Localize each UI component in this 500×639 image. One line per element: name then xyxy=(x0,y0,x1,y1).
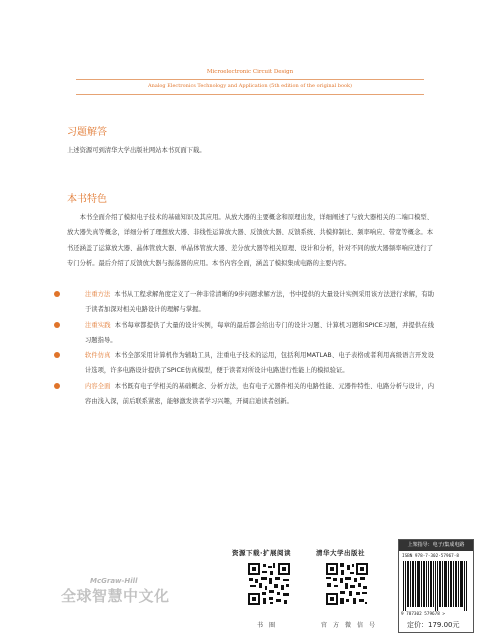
feature-keyword: 注重方法 xyxy=(85,291,111,298)
feature-text: 本书每章都提供了大量的设计实例，每章的最后都会给出专门的设计习题、计算机习题和SPICE习题，并提供在线习题指导。 xyxy=(85,321,435,344)
barcode-number: 9 787302 579678 > xyxy=(401,612,445,617)
isbn-text: ISBN 978-7-302-57967-8 xyxy=(402,554,459,559)
qr2-caption: 官方微信号 xyxy=(321,622,382,629)
bullet-dot-icon xyxy=(54,291,60,297)
feature-text: 本书从工程求解角度定义了一种非常清晰的9步问题求解方法，书中提供的大量设计实例采用该方法进行求解，有助于读者加深对相关电路设计的理解与掌握。 xyxy=(85,291,434,314)
wechat-qr-code-icon[interactable] xyxy=(325,562,369,606)
feature-item xyxy=(54,287,434,318)
bullet-dot-icon xyxy=(54,352,60,358)
feature-keyword: 注重实践 xyxy=(85,321,111,329)
qr2-label: 清华大学出版社 xyxy=(316,549,365,557)
bullet-dot-icon xyxy=(54,383,60,389)
shelving-category: 上架指导：电子/集成电路 xyxy=(399,540,473,551)
feature-keyword: 软件仿真 xyxy=(85,352,111,360)
features-paragraph: 本书全面介绍了模拟电子技术的基础知识及其应用。从放大器的主要概念和原理出发，详细阐述了与放大器相关的二端口模型、放大器失真等概念，详细分析了理想放大器、非线性运算放大器、反馈放大器、反馈系统、共模抑制比、频率响应、带宽等概念。本书还涵盖了运算放大器、晶体管放大器、单晶体管放大器、差分放大器等相关原理、设计和分析，针对不同的放大器频率响应进行了专门分析。最后介绍了反馈放大器与振荡器的应用。本书内容全面，涵盖了模拟集成电路的主要内容。 xyxy=(67,214,433,267)
barcode-panel xyxy=(398,539,474,633)
exercises-heading: 习题解答 xyxy=(67,127,107,138)
feature-text: 本书既有电子学相关的基础概念、分析方法，也有电子元器件相关的电路性能、元器件特性、电路分析与设计，内容由浅入深，前后联系紧密，能够激发读者学习兴趣，开阔启迪读者创新。 xyxy=(85,382,434,406)
feature-list xyxy=(54,287,434,409)
barcode-icon xyxy=(403,561,469,611)
bullet-dot-icon xyxy=(54,322,60,328)
mcgraw-hill-logo: McGraw-Hill xyxy=(90,577,138,585)
feature-item xyxy=(54,348,434,379)
feature-text: 本书全部采用计算机作为辅助工具，注重电子技术的运用，包括利用MATLAB、电子表格或者利用高级语言开发设计选项，许多电路设计提供了SPICE仿真模型，便于读者对所设计电路进行性能上的模拟验证。 xyxy=(85,352,434,375)
feature-item xyxy=(54,318,434,349)
feature-item xyxy=(54,379,434,410)
header-rule-bottom xyxy=(76,94,424,95)
features-heading: 本书特色 xyxy=(67,194,107,205)
qr1-label: 资源下载·扩展阅读 xyxy=(232,549,291,557)
feature-keyword: 内容全面 xyxy=(85,382,111,390)
publisher-slogan-logo: 全球智慧中文化 xyxy=(61,587,170,605)
series-title: Microelectronic Circuit Design xyxy=(206,69,294,75)
header-rule-top xyxy=(76,79,424,80)
qr1-caption: 书圈 xyxy=(257,622,282,629)
qr-code-icon[interactable] xyxy=(247,562,291,606)
price-label: 定价：179.00元 xyxy=(407,621,460,629)
exercises-text: 上述资源可到清华大学出版社网站本书页面下载。 xyxy=(67,147,206,154)
book-subtitle: Analog Electronics Technology and Application (5th edition of the original book) xyxy=(148,83,352,89)
